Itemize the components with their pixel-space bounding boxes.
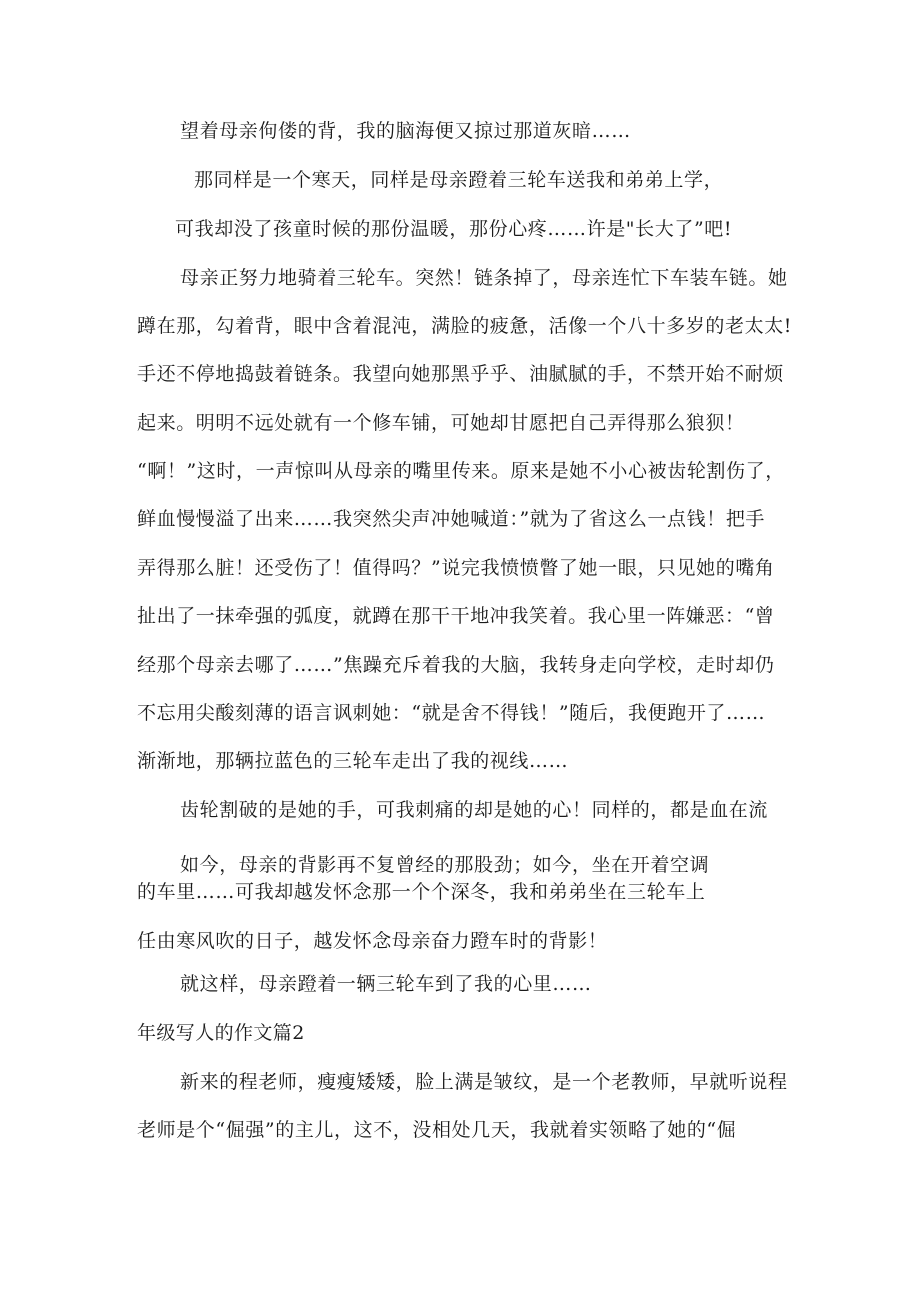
paragraph-line: 鲜血慢慢溢了出来……我突然尖声冲她喊道：”就为了省这么一点钱！把手 xyxy=(137,508,766,530)
paragraph-line: 渐渐地，那辆拉蓝色的三轮车走出了我的视线…… xyxy=(137,750,569,772)
paragraph-line: 任由寒风吹的日子，越发怀念母亲奋力蹬车时的背影！ xyxy=(137,930,608,952)
paragraph-line: 望着母亲佝偻的背，我的脑海便又掠过那道灰暗…… xyxy=(180,120,631,142)
paragraph-line: 弄得那么脏！还受伤了！值得吗？”说完我愤愤瞥了她一眼，只见她的嘴角 xyxy=(137,557,775,579)
paragraph-line: 的车里……可我却越发怀念那一个个深冬，我和弟弟坐在三轮车上 xyxy=(137,881,706,903)
paragraph-line: 扯出了一抹牵强的弧度，就蹲在那干干地冲我笑着。我心里一阵嫌恶：“曾 xyxy=(137,605,775,627)
paragraph-line: 蹲在那，勾着背，眼中含着混沌，满脸的疲惫，活像一个八十多岁的老太太! xyxy=(137,315,793,337)
paragraph-line: “啊！”这时，一声惊叫从母亲的嘴里传来。原来是她不小心被齿轮割伤了， xyxy=(137,460,785,482)
section-heading: 年级写人的作文篇2 xyxy=(137,1022,305,1044)
paragraph-line: 那同样是一个寒天，同样是母亲蹬着三轮车送我和弟弟上学， xyxy=(194,169,724,191)
paragraph-line: 老师是个“倔强”的主儿，这不，没相处几天，我就着实领略了她的“倔 xyxy=(137,1119,737,1141)
paragraph-line: 齿轮割破的是她的手，可我刺痛的却是她的心！同样的，都是血在流 xyxy=(180,799,769,821)
paragraph-line: 新来的程老师，瘦瘦矮矮，脸上满是皱纹，是一个老教师，早就听说程 xyxy=(180,1071,788,1093)
paragraph-line: 手还不停地捣鼓着链条。我望向她那黑乎乎、油腻腻的手，不禁开始不耐烦 xyxy=(137,363,784,385)
paragraph-line: 母亲正努力地骑着三轮车。突然！链条掉了，母亲连忙下车装车链。她 xyxy=(180,267,788,289)
paragraph-line: 就这样，母亲蹬着一辆三轮车到了我的心里…… xyxy=(180,973,592,995)
paragraph-line: 可我却没了孩童时候的那份温暖，那份心疼……许是"长大了”吧! xyxy=(175,218,733,240)
paragraph-line: 经那个母亲去哪了……”焦躁充斥着我的大脑，我转身走向学校，走时却仍 xyxy=(137,654,775,676)
paragraph-line: 如今，母亲的背影再不复曾经的那股劲；如今，坐在开着空调 xyxy=(180,854,710,876)
paragraph-line: 不忘用尖酸刻薄的语言讽刺她：“就是舍不得钱！”随后，我便跑开了…… xyxy=(137,702,766,724)
paragraph-line: 起来。明明不远处就有一个修车铺，可她却甘愿把自己弄得那么狼狈！ xyxy=(137,412,745,434)
